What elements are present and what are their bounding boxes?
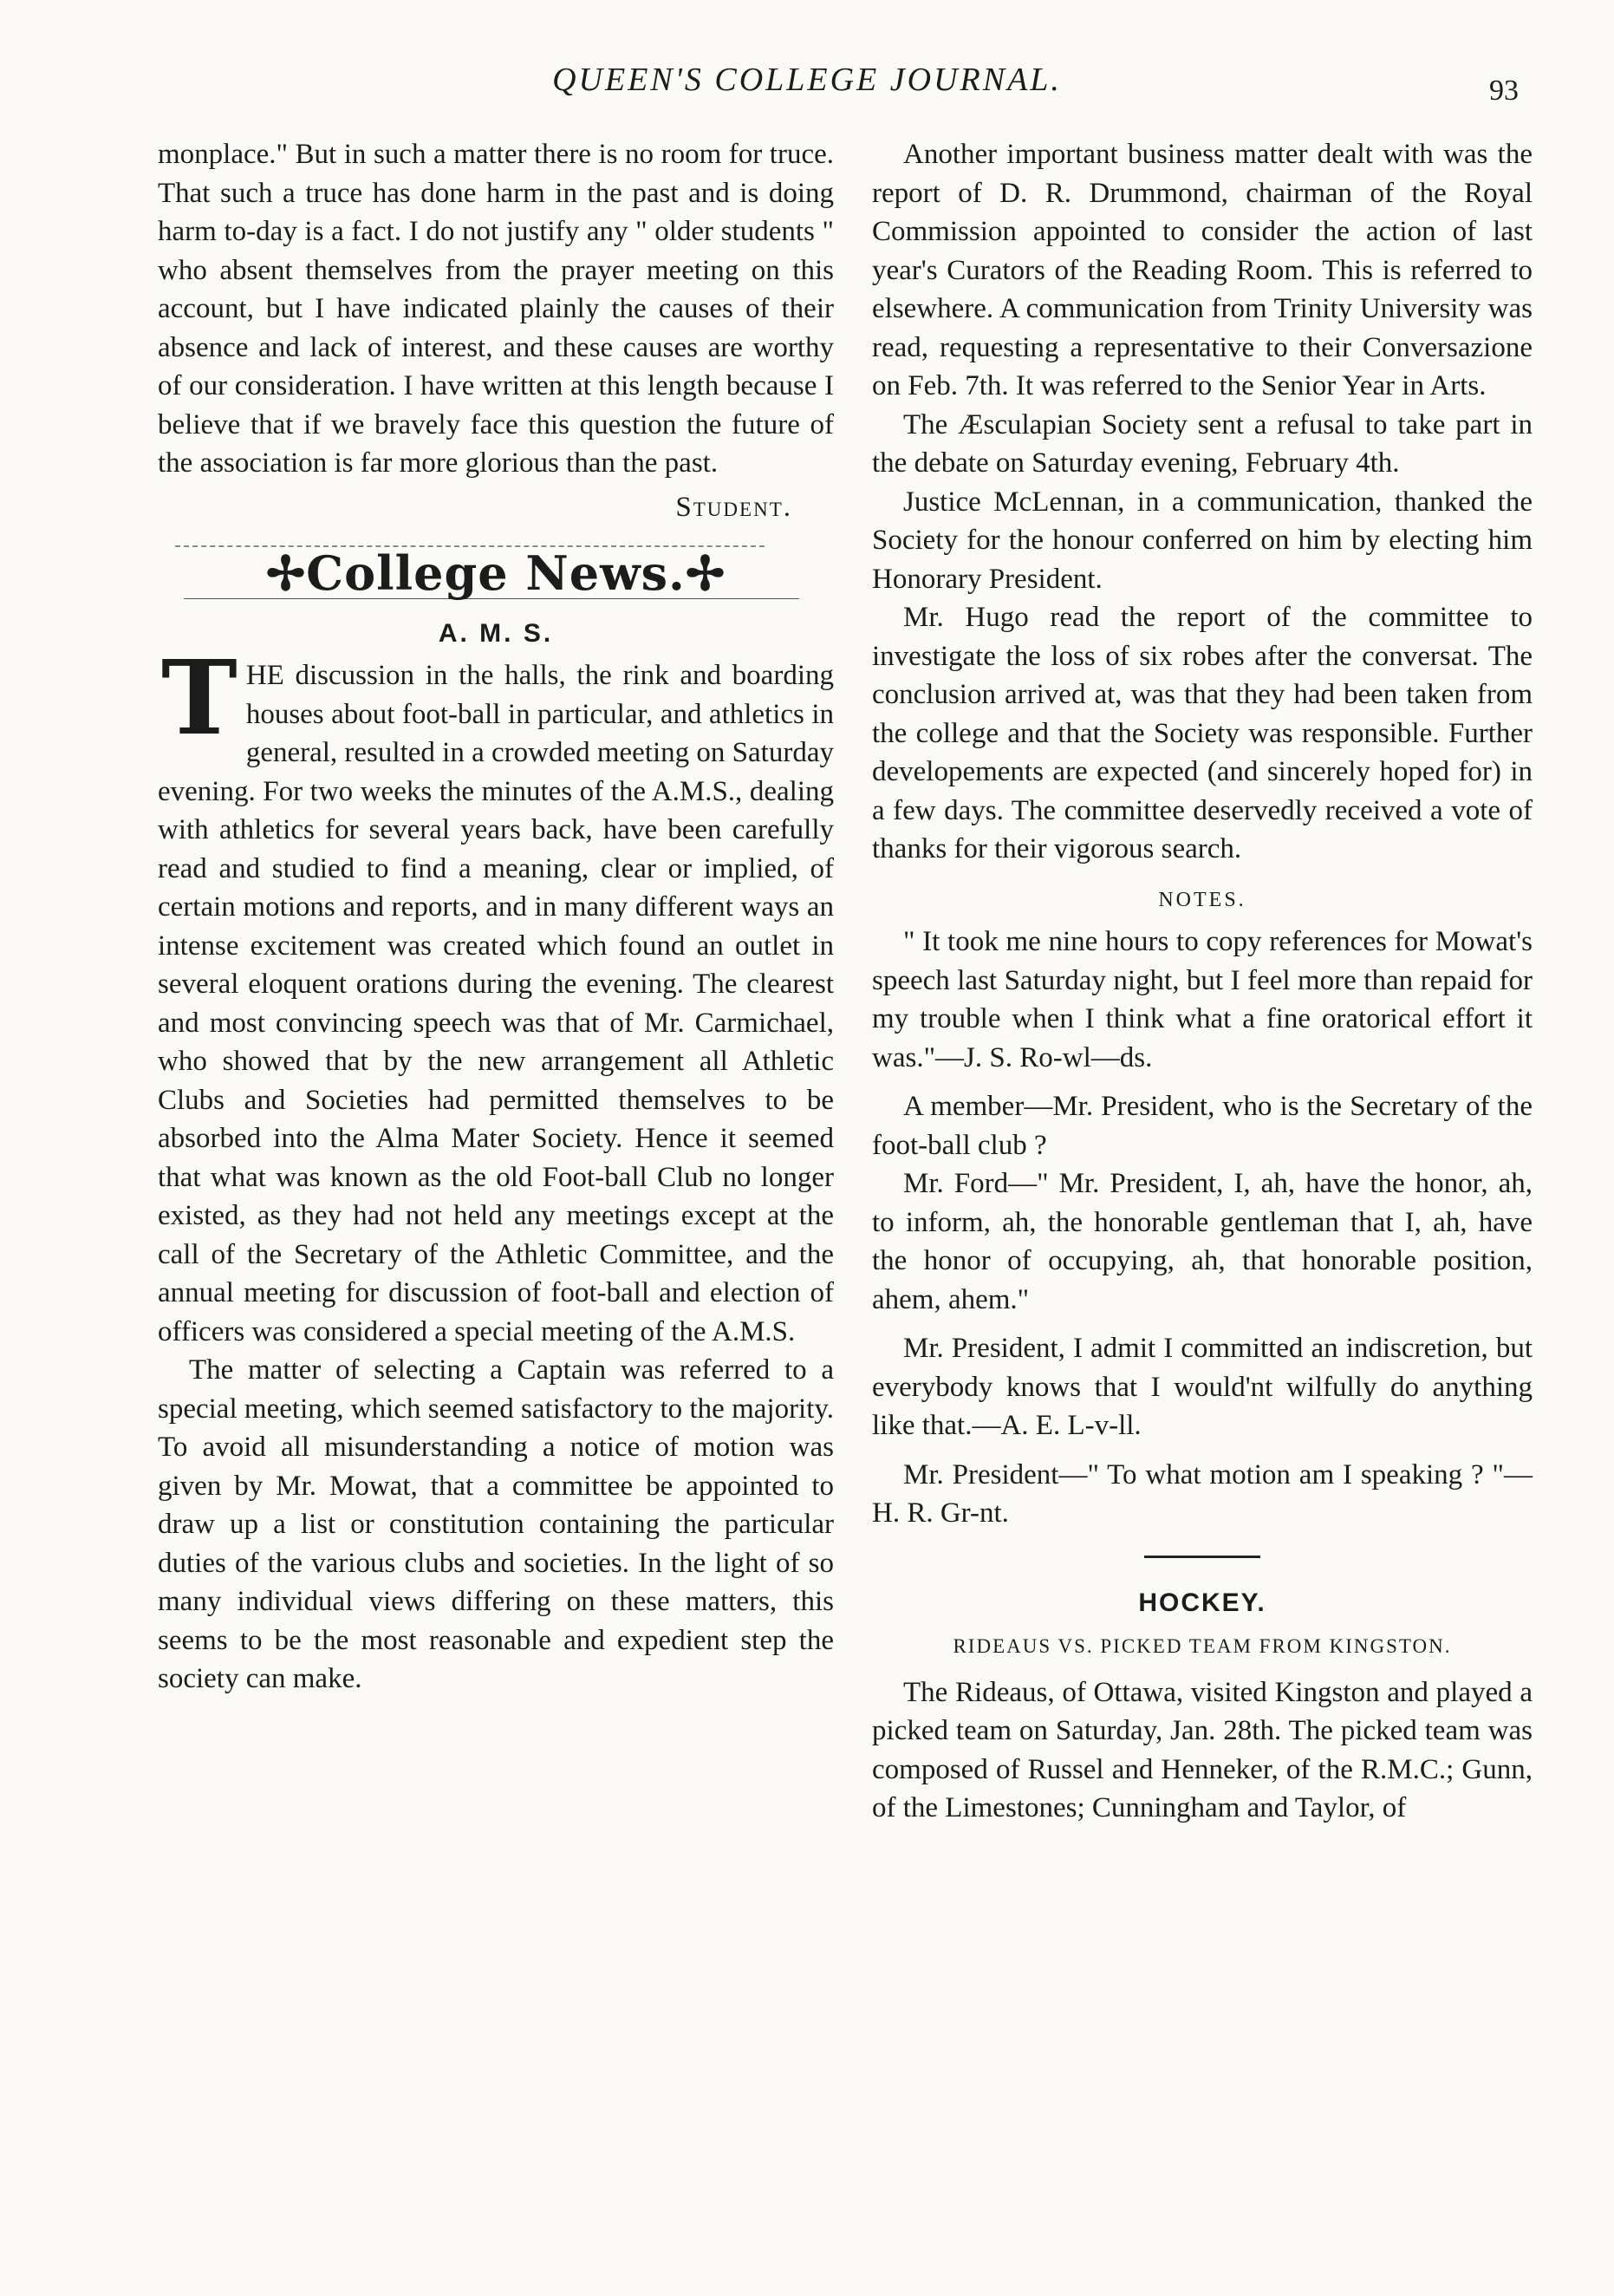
drop-cap: T [161, 637, 238, 758]
right-column [872, 135, 1533, 1828]
article-paragraph: The Rideaus, of Ottawa, visited Kingston and played a picked team on Saturday, Jan. 28th. The picked team was composed of Russel and Henneker, of the R.M.C.; Gunn, of the Limestones; Cunningham and Taylor, of [872, 1676, 1533, 1823]
article-paragraph: Another important business matter dealt with was the report of D. R. Drummond, chairman of the Royal Commission appointed to consider the action of last year's Curators of the Reading Room. This is referred to elsewhere. A communication from Trinity University was read, requesting a representative to their Conversazione on Feb. 7th. It was referred to the Senior Year in Arts. [872, 139, 1533, 401]
section-title: ✢College News.✢ [265, 545, 726, 601]
note-item: " It took me nine hours to copy references for Mowat's speech last Saturday night, but I feel more than repaid for my trouble when I think what a fine oratorical effort it was."—J. S. Ro-wl—ds. [872, 926, 1533, 1073]
hockey-subheading: RIDEAUS VS. PICKED TEAM FROM KINGSTON. [953, 1635, 1452, 1657]
note-item: Mr. President, I admit I committed an indiscretion, but everybody knows that I would'nt wilfully do anything like that.—A. E. L-v-ll. [872, 1333, 1533, 1441]
hockey-heading: HOCKEY. [1138, 1588, 1266, 1617]
article-paragraph: The matter of selecting a Captain was referred to a special meeting, which seemed satisfactory to the majority. To avoid all misunderstanding a notice of motion was given by Mr. Mowat, that a committee be appointed to draw up a list or constitution containing the particular duties of the various clubs and societies. In the light of so many individual views differing on these matters, this seems to be the most reasonable and expedient step the society can make. [158, 1354, 834, 1694]
article-paragraph [158, 637, 834, 1351]
article-paragraph: Justice McLennan, in a communication, thanked the Society for the honour conferred on him by electing him Honorary President. [872, 486, 1533, 595]
note-item: Mr. Ford—" Mr. President, I, ah, have the honor, ah, to inform, ah, the honorable gentleman that I, ah, have the honor of occupying, ah, that honorable position, ahem, ahem." [872, 1168, 1533, 1315]
article-paragraph: The Æsculapian Society sent a refusal to take part in the debate on Saturday evening, February 4th. [872, 408, 1533, 479]
article-paragraph: Mr. Hugo read the report of the committee to investigate the loss of six robes after the conversat. The conclusion arrived at, was that they had been taken from the college and that the Society was responsible. Further developements are expected (and sincerely hoped for) in a few days. The committee deservedly received a vote of thanks for their vigorous search. [872, 602, 1533, 864]
running-title: QUEEN'S COLLEGE JOURNAL. [552, 62, 1062, 98]
paragraph-text: HE discussion in the halls, the rink and boarding houses about foot-ball in particular, and athletics in general, resulted in a crowded meeting on Saturday evening. For two weeks the minutes of the A.M.S., dealing with athletics for several years back, have been carefully read and studied to find a meaning, clear or implied, of certain motions and reports, and in many different ways an intense excitement was created which found an outlet in several eloquent orations during the evening. The clearest and most convincing speech was that of Mr. Carmichael, who showed that by the new arrangement all Athletic Clubs and Societies had permitted themselves to be absorbed into the Alma Mater Society. Hence it seemed that what was known as the old Foot-ball Club no longer existed, as they had not held any meetings except at the call of the Secretary of the Athletic Committee, and the annual meeting for discussion of foot-ball and election of officers was considered a special meeting of the A.M.S. [158, 660, 834, 1347]
section-divider [1144, 1556, 1260, 1558]
notes-heading: NOTES. [1158, 888, 1246, 911]
note-item: Mr. President—" To what motion am I speaking ? "—H. R. Gr-nt. [872, 1458, 1533, 1529]
article-signature: Student. [675, 491, 792, 523]
left-column [158, 135, 834, 1699]
page-number: 93 [1489, 75, 1519, 107]
subsection-title: A. M. S. [438, 618, 554, 648]
article-paragraph: monplace." But in such a matter there is no room for truce. That such a truce has done harm in the past and is doing harm to-day is a fact. I do not justify any " older students " who absent themselves from the prayer meeting on this account, but I have indicated plainly the causes of their absence and lack of interest, and these causes are worthy of our consideration. I have written at this length because I believe that if we bravely face this question the future of the association is far more glorious than the past. [158, 139, 834, 479]
note-item: A member—Mr. President, who is the Secretary of the foot-ball club ? [872, 1091, 1533, 1161]
